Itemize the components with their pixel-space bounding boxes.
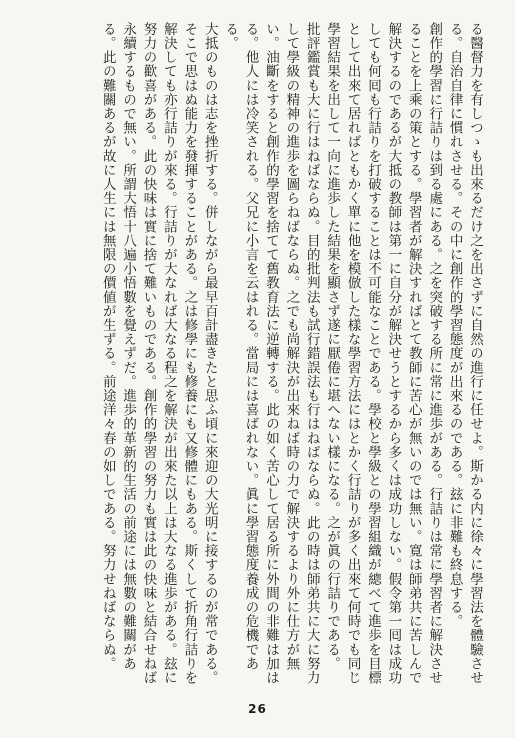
paragraph: る醫督力を有しつゝも出來るだけ之を出さずに自然の進行に任せよ。斯かる内に徐々に學習法を體驗させる。自治自律に慣れさせる。その中に創作的學習態度が出來るのである。玆に非難も終息する。: [446, 22, 483, 685]
paragraph: 批評鑑賞も大に行はねばならぬ。目的批判法も試行錯誤法も行はねばならぬ。此の時は師弟共に大に努力して學級の精神の進歩を圖らねばならぬ。之でも尚解決が出來ねば時の力で解決するより外に仕方が無い。油斷をすると創作的學習を捨てて舊教育法に逆轉する。此の如く苦心して居る所に外間の非難は加はる。他人には冷笑される。父兄に小言を云はれる。當局には喜ばれない。眞に學習態度養成の危機である。: [222, 22, 320, 685]
paragraph: 創作的學習に行詰りは到る處にある。之を突破する所に常に進歩がある。行詰りは常に學習者に解決させることを上乘の策とする。學習者が解決すればとて教師に苦心が無いのでは無い。寛は師弟共に苦しんで解決するのであるが大抵の教師は第一に自分が解決せうとするから多くは成功しない。假令第一囘は成功しても何囘も行詰りを打破することは不可能なことである。學校と學級との學習組織が總べて進歩を目標として出來て居ればともかく單に他を模倣した樣な學習方法にはとかく行詰りが多く出來て何時でも同じ學習結果を出して一向に進歩した結果を顯さず遂に厭倦に堪へない樣になる。之が眞の行詰りである。: [324, 22, 443, 685]
paragraph: 大抵のものは志を挫折する。併しながら最早百計盡きたと思ふ頃に來迎の大光明に接するのが常である。そこで思はぬ能力を發揮することがある。之は修學にも修養にも又修體にもある。斯くして折角行詰りを解決しても亦行詰りが來る。行詰りが大なれば大なる程之を解決が出來た以上は大なる進歩がある。玆に努力の歡喜がある。此の快味は實に捨て難いものである。創作的學習の努力も實は此の快味と結合せねば永續するもので無い。所謂大悟十八遍小悟數を覺えずだ。進歩的革新的生活の前途には無數の難關がある。此の難關あるが故に人生には無限の價値が生ずる。前途洋々春の如しである。努力せねばならぬ。: [99, 22, 218, 685]
page-number: 26: [248, 702, 267, 716]
body-text: [25, 22, 485, 690]
